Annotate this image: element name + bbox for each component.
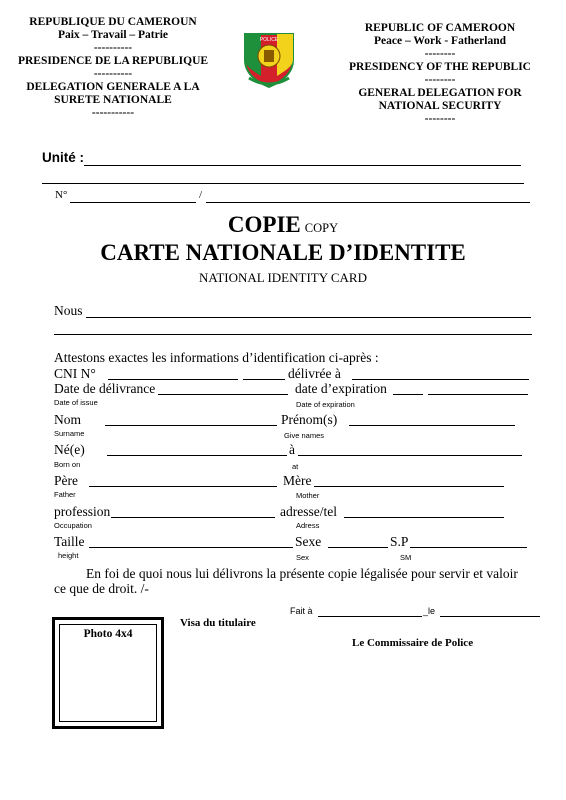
mere-underline — [314, 486, 504, 487]
header-right-presidency: PRESIDENCY OF THE REPUBLIC — [348, 61, 531, 73]
delivree-label: délivrée à — [288, 366, 341, 381]
taille-field[interactable] — [89, 534, 293, 547]
ne-a-underline — [298, 455, 522, 456]
header-right-delegation: GENERAL DELEGATION FOR — [358, 87, 522, 99]
date-of-issue-label: Date of issue — [54, 398, 98, 407]
header-left-republic: REPUBLIQUE DU CAMEROUN — [29, 16, 197, 28]
nous-label: Nous — [54, 303, 83, 318]
foi-text-line1: En foi de quoi nous lui délivrons la présente copie légalisée pour servir et valoir — [86, 566, 518, 581]
adresse-underline — [344, 517, 504, 518]
title-carte-nationale: CARTE NATIONALE D’IDENTITE — [100, 240, 466, 265]
delivree-field[interactable] — [352, 366, 529, 379]
taille-underline — [89, 547, 293, 548]
surname-label: Surname — [54, 429, 85, 438]
mother-label: Mother — [296, 491, 320, 500]
nous-field-2[interactable] — [54, 320, 532, 333]
title-copie-fr: COPIE — [227, 212, 301, 237]
police-emblem-logo — [243, 30, 295, 88]
nous-underline-1 — [86, 317, 531, 318]
taille-label: Taille — [54, 534, 85, 549]
sex-label: Sex — [296, 553, 309, 562]
header-right — [320, 22, 560, 126]
mere-label: Mère — [283, 473, 312, 488]
le-label: _le — [423, 606, 436, 616]
cni-underline-2 — [243, 379, 285, 380]
pere-underline — [89, 486, 277, 487]
born-on-label: Born on — [54, 460, 81, 469]
numero-field-2[interactable] — [206, 189, 530, 202]
delivree-underline — [352, 379, 529, 380]
header-left-delegation: DELEGATION GENERALE A LA — [26, 81, 200, 93]
date-delivrance-field[interactable] — [158, 381, 288, 394]
header-right-motto: Peace – Work - Fatherland — [373, 35, 507, 47]
fait-label: Fait à — [290, 606, 313, 616]
sexe-underline — [328, 547, 388, 548]
le-underline — [440, 616, 540, 617]
header-left — [0, 16, 226, 120]
header-right-separator: -------- — [424, 113, 456, 125]
pere-field[interactable] — [89, 473, 277, 486]
date-of-expiration-label: Date of expiration — [296, 400, 355, 409]
header-right-security: NATIONAL SECURITY — [378, 100, 502, 112]
unite-underline — [84, 165, 521, 166]
title-copie — [0, 212, 566, 238]
profession-label: profession — [54, 504, 111, 519]
fait-underline — [318, 616, 422, 617]
give-names-label: Give names — [284, 431, 325, 440]
ne-underline — [107, 455, 287, 456]
sm-label: SM — [400, 553, 412, 562]
header-right-separator: -------- — [424, 48, 456, 60]
header-right-republic: REPUBLIC OF CAMEROON — [364, 22, 516, 34]
numero-field-1[interactable] — [70, 189, 196, 202]
cni-field-1[interactable] — [108, 366, 238, 379]
date-expiration-field-1[interactable] — [393, 381, 423, 394]
height-label: height — [58, 551, 79, 560]
at-label: at — [292, 462, 299, 471]
nom-underline — [105, 425, 277, 426]
le-field[interactable] — [440, 604, 540, 616]
sexe-label: Sexe — [295, 534, 322, 549]
cni-field-2[interactable] — [243, 366, 285, 379]
header-left-presidency: PRESIDENCE DE LA REPUBLIQUE — [17, 55, 209, 67]
header-left-separator: ---------- — [93, 68, 133, 80]
date-delivrance-underline — [158, 394, 288, 395]
mere-field[interactable] — [314, 473, 504, 486]
profession-underline — [111, 517, 275, 518]
header-left-surete: SURETE NATIONALE — [54, 94, 172, 106]
prenom-label: Prénom(s) — [281, 412, 338, 427]
numero-underline-2 — [206, 202, 530, 203]
unite-field-line2[interactable] — [42, 168, 524, 182]
sexe-field[interactable] — [328, 534, 388, 547]
sp-underline — [410, 547, 527, 548]
date-delivrance-label: Date de délivrance — [54, 381, 156, 396]
occupation-label: Occupation — [54, 521, 92, 530]
visa-titulaire-label: Visa du titulaire — [180, 617, 256, 629]
date-expiration-field-2[interactable] — [428, 381, 528, 394]
cni-label: CNI N° — [54, 366, 96, 381]
nous-underline-2 — [54, 334, 532, 335]
title-national-identity-card: NATIONAL IDENTITY CARD — [198, 270, 367, 285]
unite-field[interactable] — [88, 150, 520, 165]
numero-underline-1 — [70, 202, 196, 203]
date-expiration-label: date d’expiration — [295, 381, 387, 396]
photo-label: Photo 4x4 — [83, 628, 133, 640]
sp-field[interactable] — [410, 534, 527, 547]
sp-label: S.P — [390, 534, 409, 549]
father-label: Father — [54, 490, 76, 499]
nous-field-1[interactable] — [86, 302, 531, 316]
fait-field[interactable] — [318, 604, 422, 616]
pere-label: Père — [54, 473, 78, 488]
numero-slash: / — [199, 189, 203, 201]
photo-box — [52, 617, 164, 729]
ne-a-label: à — [289, 442, 295, 457]
header-left-separator: ---------- — [93, 42, 133, 54]
profession-field[interactable] — [111, 504, 275, 517]
unite-label: Unité : — [42, 150, 84, 165]
foi-text-line2: ce que de droit. /- — [54, 581, 149, 596]
date-expiration-underline-1 — [393, 394, 423, 395]
numero-label: N° — [55, 189, 68, 201]
cni-underline-1 — [108, 379, 238, 380]
prenom-underline — [349, 425, 515, 426]
prenom-field[interactable] — [349, 412, 515, 425]
nom-label: Nom — [54, 412, 81, 427]
unite-underline-2 — [42, 183, 524, 184]
logo-police-text: POLICE — [259, 37, 279, 43]
title-copy-en: COPY — [304, 221, 339, 235]
header-left-separator: ----------- — [91, 107, 135, 119]
adresse-label: adresse/tel — [280, 504, 337, 519]
commissaire-label: Le Commissaire de Police — [352, 637, 474, 649]
ne-field[interactable] — [107, 442, 287, 455]
nom-field[interactable] — [105, 412, 277, 425]
ne-label: Né(e) — [54, 442, 85, 457]
ne-a-field[interactable] — [298, 442, 522, 455]
attestons-text: Attestons exactes les informations d’identification ci-après : — [54, 350, 379, 365]
header-right-separator: -------- — [424, 74, 456, 86]
adresse-field[interactable] — [344, 504, 504, 517]
date-expiration-underline-2 — [428, 394, 528, 395]
adress-label: Adress — [296, 521, 320, 530]
header-left-motto: Paix – Travail – Patrie — [57, 29, 169, 41]
